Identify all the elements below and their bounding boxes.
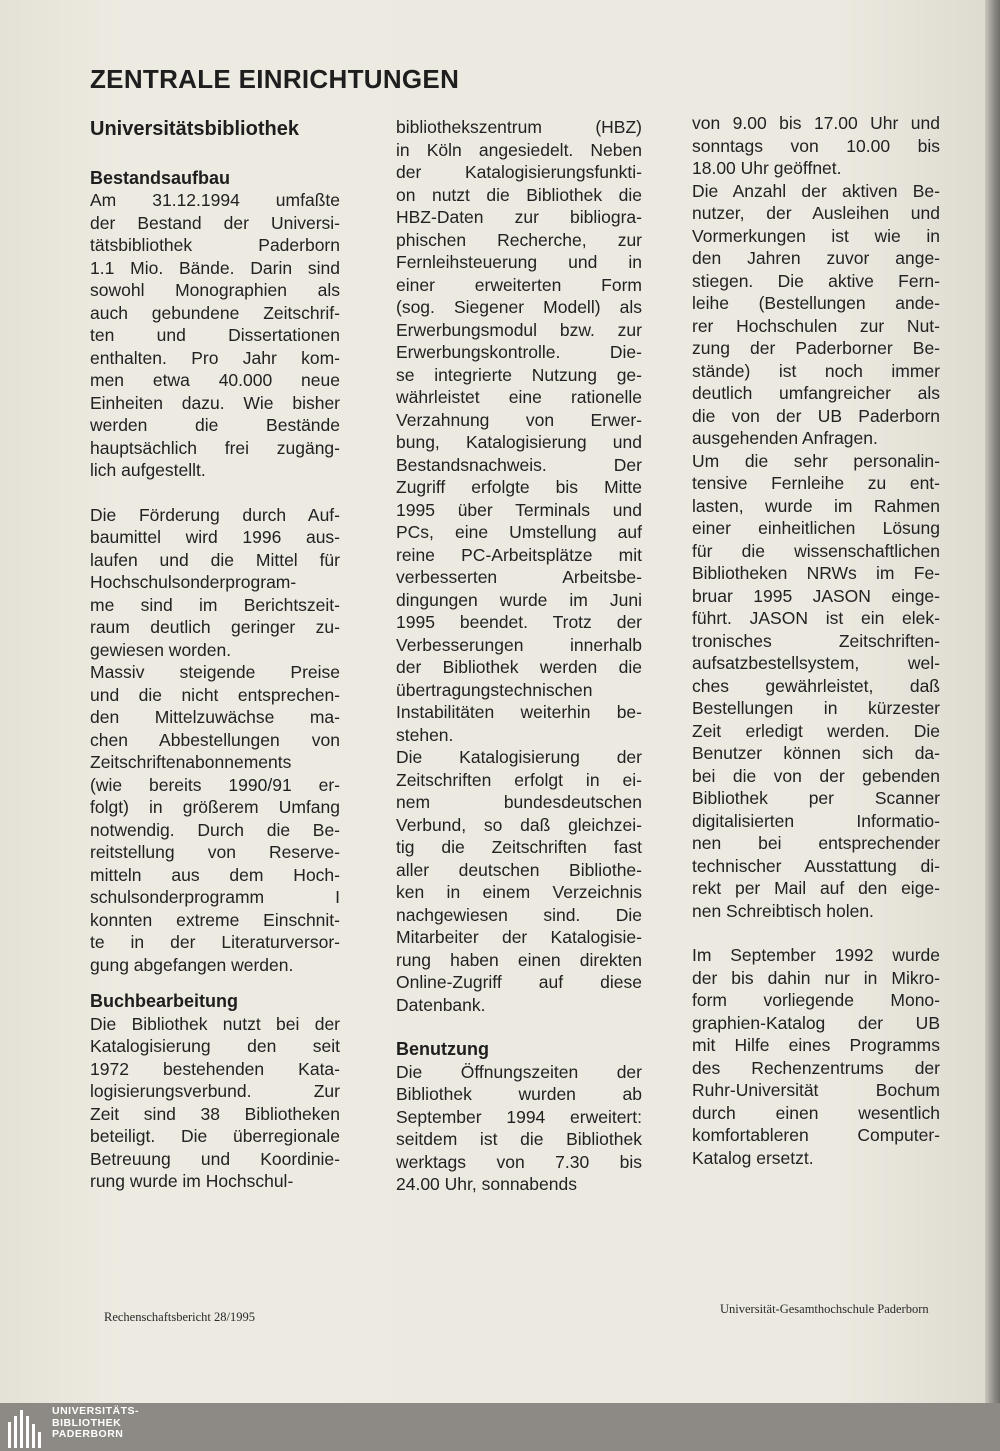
- text-line: nen Schreibtisch holen.: [692, 900, 874, 921]
- paragraph: [692, 450, 940, 923]
- text-line: raum deutlich geringer zu-: [90, 617, 340, 637]
- text-line: werktags von 7.30 bis: [396, 1151, 642, 1172]
- text-line: beteiligt. Die überregionale: [90, 1126, 340, 1146]
- footer-institution: Universität-Gesamthochschule Paderborn: [720, 1302, 929, 1316]
- text-line: ten und Dissertationen: [90, 325, 340, 345]
- text-line: Hochschulsonderprogram-: [90, 572, 297, 592]
- text-line: notwendig. Durch die Be-: [90, 819, 340, 840]
- paragraph: [692, 944, 940, 1169]
- text-line: Erwerbungskontrolle. Die-: [396, 342, 642, 362]
- text-line: sonntags von 10.00 bis: [692, 135, 940, 156]
- text-line: 1995 über Terminals und: [396, 499, 642, 520]
- footer-report-title: Rechenschaftsbericht 28/1995: [104, 1310, 255, 1324]
- text-line: Die Förderung durch Auf-: [90, 504, 340, 525]
- text-line: konnten extreme Einschnit-: [90, 909, 340, 930]
- text-line: logisierungsverbund. Zur: [90, 1081, 340, 1101]
- subsection-heading-bestandsaufbau: Bestandsaufbau: [90, 167, 231, 188]
- text-line: einer einheitlichen Lösung: [692, 518, 940, 538]
- text-line: HBZ-Daten zur bibliogra-: [396, 207, 642, 227]
- text-line: rung wurde im Hochschul-: [90, 1171, 294, 1191]
- text-line: Massiv steigende Preise: [90, 662, 340, 682]
- text-line: form vorliegende Mono-: [692, 990, 940, 1010]
- text-line: führt. JASON ist ein elek-: [692, 608, 940, 628]
- text-line: nen bei entsprechender: [692, 833, 940, 853]
- text-line: der bis dahin nur in Mikro-: [692, 967, 940, 988]
- text-line: Datenbank.: [396, 994, 486, 1015]
- text-line: dingungen wurde im Juni: [396, 589, 642, 610]
- text-line: Im September 1992 wurde: [692, 945, 940, 965]
- text-line: Zeit erledigt werden. Die: [692, 720, 940, 741]
- text-line: durch einen wesentlich: [692, 1102, 940, 1123]
- text-line: Zugriff erfolgte bis Mitte: [396, 477, 642, 497]
- paragraph: [90, 189, 340, 482]
- text-line: Am 31.12.1994 umfaßte: [90, 190, 340, 210]
- paragraph: [692, 112, 940, 180]
- text-line: bei die von der gebenden: [692, 765, 940, 786]
- paragraph: [396, 116, 642, 746]
- library-logo-text: [52, 1406, 139, 1441]
- text-line: 18.00 Uhr geöffnet.: [692, 158, 842, 178]
- text-line: Katalogisierung den seit: [90, 1036, 340, 1056]
- text-line: BIBLIOTHEK: [52, 1416, 122, 1429]
- text-line: Betreuung und Koordinie-: [90, 1148, 340, 1169]
- text-line: tig die Zeitschriften fast: [396, 837, 642, 857]
- text-line: PADERBORN: [52, 1428, 124, 1440]
- text-line: Instabilitäten weiterhin be-: [396, 702, 642, 722]
- text-line: bung, Katalogisierung und: [396, 432, 642, 452]
- text-line: 1972 bestehenden Kata-: [90, 1058, 340, 1079]
- text-line: digitalisierten Informatio-: [692, 810, 940, 831]
- paragraph: [396, 746, 642, 1016]
- subsection-heading-buchbearbeitung: Buchbearbeitung: [90, 991, 239, 1011]
- text-line: mitteln aus dem Hoch-: [90, 864, 340, 885]
- text-line: Um die sehr personalin-: [692, 450, 940, 471]
- text-line: se integrierte Nutzung ge-: [396, 364, 642, 385]
- text-line: stehen.: [396, 724, 454, 745]
- library-watermark-bar: [0, 1403, 1000, 1451]
- text-line: bibliothekszentrum (HBZ): [396, 117, 642, 137]
- text-line: ches gewährleistet, daß: [692, 675, 940, 696]
- library-logo: [6, 1406, 139, 1448]
- text-line: folgt) in größerem Umfang: [90, 797, 340, 817]
- text-line: seitdem ist die Bibliothek: [396, 1129, 642, 1149]
- text-line: tätsbibliothek Paderborn: [90, 235, 340, 255]
- text-line: deutlich umfangreicher als: [692, 383, 940, 403]
- text-line: werden die Bestände: [90, 415, 340, 435]
- text-line: Die Öffnungszeiten der: [396, 1061, 642, 1082]
- text-line: Zeitschriften erfolgt in ei-: [396, 769, 642, 790]
- text-line: den Mittelzuwächse ma-: [90, 707, 340, 727]
- text-line: rung haben einen direkten: [396, 949, 642, 970]
- text-line: sowohl Monographien als: [90, 280, 340, 300]
- text-line: technischer Ausstattung di-: [692, 855, 940, 876]
- text-line: Die Katalogisierung der: [396, 747, 642, 767]
- text-line: Ruhr-Universität Bochum: [692, 1080, 940, 1100]
- text-line: Erwerbungsmodul bzw. zur: [396, 319, 642, 340]
- text-line: tronisches Zeitschriften-: [692, 630, 940, 651]
- text-line: nem bundesdeutschen: [396, 792, 642, 812]
- text-line: schulsonderprogramm I: [90, 887, 340, 907]
- text-line: nutzer, der Ausleihen und: [692, 203, 940, 223]
- text-line: Die Anzahl der aktiven Be-: [692, 180, 940, 201]
- library-logo-icon: [6, 1406, 46, 1448]
- text-line: der Katalogisierungsfunkti-: [396, 162, 642, 182]
- subsection-heading-benutzung: Benutzung: [396, 1039, 489, 1059]
- text-line: 1.1 Mio. Bände. Darin sind: [90, 257, 340, 278]
- text-line: des Rechenzentrums der: [692, 1057, 940, 1078]
- text-line: den Jahren zuvor ange-: [692, 248, 940, 268]
- text-line: reitstellung von Reserve-: [90, 842, 340, 862]
- text-line: übertragungstechnischen: [396, 679, 593, 700]
- text-line: und die nicht entsprechen-: [90, 684, 340, 705]
- text-line: Vormerkungen ist wie in: [692, 225, 940, 246]
- text-line: komfortableren Computer-: [692, 1125, 940, 1145]
- text-line: baumittel wird 1996 aus-: [90, 527, 340, 547]
- text-line: me sind im Berichtszeit-: [90, 594, 340, 615]
- text-line: zung der Paderborner Be-: [692, 338, 940, 358]
- book-spine-edge: [985, 0, 1000, 1403]
- text-column-1: [90, 118, 340, 1193]
- text-line: verbesserten Arbeitsbe-: [396, 567, 642, 587]
- text-line: Fernleihsteuerung und in: [396, 252, 642, 272]
- text-line: einer erweiterten Form: [396, 274, 642, 295]
- text-line: nachgewiesen sind. Die: [396, 904, 642, 925]
- text-line: 24.00 Uhr, sonnabends: [396, 1174, 577, 1194]
- text-line: Mitarbeiter der Katalogisie-: [396, 927, 642, 947]
- paragraph: [90, 1013, 340, 1193]
- text-line: Zeitschriftenabonnements: [90, 752, 292, 772]
- text-line: ausgehenden Anfragen.: [692, 428, 878, 448]
- text-line: UNIVERSITÄTS-: [52, 1405, 140, 1417]
- text-line: stände) ist noch immer: [692, 360, 940, 381]
- paragraph: [90, 504, 340, 662]
- text-line: on nutzt die Bibliothek die: [396, 184, 642, 205]
- text-line: bruar 1995 JASON einge-: [692, 585, 940, 606]
- text-line: in Köln angesiedelt. Neben: [396, 139, 642, 160]
- text-line: lich aufgestellt.: [90, 460, 206, 480]
- text-line: 1995 beendet. Trotz der: [396, 612, 642, 632]
- text-line: laufen und die Mittel für: [90, 549, 340, 570]
- text-line: stiegen. Die aktive Fern-: [692, 270, 940, 291]
- text-line: (sog. Siegener Modell) als: [396, 297, 642, 317]
- text-line: auch gebundene Zeitschrif-: [90, 302, 340, 323]
- text-line: rekt per Mail auf den eige-: [692, 878, 940, 898]
- text-line: Bestellungen in kürzester: [692, 698, 940, 718]
- text-line: mit Hilfe eines Programms: [692, 1035, 940, 1055]
- text-line: währleistet eine rationelle: [396, 387, 642, 407]
- text-line: gewiesen worden.: [90, 639, 232, 660]
- text-line: phischen Recherche, zur: [396, 229, 642, 250]
- text-line: Die Bibliothek nutzt bei der: [90, 1013, 340, 1034]
- text-line: tensive Fernleihe zu ent-: [692, 473, 940, 493]
- text-line: enthalten. Pro Jahr kom-: [90, 347, 340, 368]
- text-line: Katalog ersetzt.: [692, 1147, 814, 1168]
- text-column-3: [692, 112, 940, 1169]
- paragraph: [396, 1061, 642, 1196]
- text-line: (wie bereits 1990/91 er-: [90, 774, 340, 795]
- text-line: für die wissenschaftlichen: [692, 540, 940, 561]
- text-line: Bibliothek per Scanner: [692, 788, 940, 808]
- text-line: Verbesserungen innerhalb: [396, 634, 642, 655]
- text-line: gung abgefangen werden.: [90, 954, 294, 975]
- text-line: reine PC-Arbeitsplätze mit: [396, 544, 642, 565]
- text-line: Verzahnung von Erwer-: [396, 409, 642, 430]
- text-line: te in der Literaturversor-: [90, 932, 340, 952]
- text-line: Bibliotheken NRWs im Fe-: [692, 563, 940, 583]
- text-line: der Bibliothek werden die: [396, 657, 642, 677]
- paragraph: [90, 661, 340, 976]
- text-line: Bestandsnachweis. Der: [396, 454, 642, 475]
- text-line: hauptsächlich frei zugäng-: [90, 437, 340, 458]
- text-line: leihe (Bestellungen ande-: [692, 293, 940, 313]
- text-line: rer Hochschulen zur Nut-: [692, 315, 940, 336]
- text-line: aufsatzbestellsystem, wel-: [692, 653, 940, 673]
- text-line: die von der UB Paderborn: [692, 405, 940, 426]
- text-line: Einheiten dazu. Wie bisher: [90, 392, 340, 413]
- text-column-2: [396, 116, 642, 1196]
- text-line: ken in einem Verzeichnis: [396, 882, 642, 902]
- text-line: Online-Zugriff auf diese: [396, 972, 642, 992]
- text-line: aller deutschen Bibliothe-: [396, 859, 642, 880]
- text-line: Bibliothek wurden ab: [396, 1084, 642, 1104]
- text-line: PCs, eine Umstellung auf: [396, 522, 642, 542]
- paragraph: [692, 180, 940, 450]
- text-line: Verbund, so daß gleichzei-: [396, 814, 642, 835]
- text-line: lasten, wurde im Rahmen: [692, 495, 940, 516]
- text-line: der Bestand der Universi-: [90, 212, 340, 233]
- text-line: graphien-Katalog der UB: [692, 1012, 940, 1033]
- page-heading: ZENTRALE EINRICHTUNGEN: [90, 64, 460, 94]
- section-title: Universitätsbibliothek: [90, 118, 299, 140]
- text-line: chen Abbestellungen von: [90, 729, 340, 750]
- text-line: men etwa 40.000 neue: [90, 370, 340, 390]
- text-line: September 1994 erweitert:: [396, 1106, 642, 1127]
- text-line: von 9.00 bis 17.00 Uhr und: [692, 113, 940, 133]
- text-line: Benutzer können sich da-: [692, 743, 940, 763]
- text-line: Zeit sind 38 Bibliotheken: [90, 1103, 340, 1124]
